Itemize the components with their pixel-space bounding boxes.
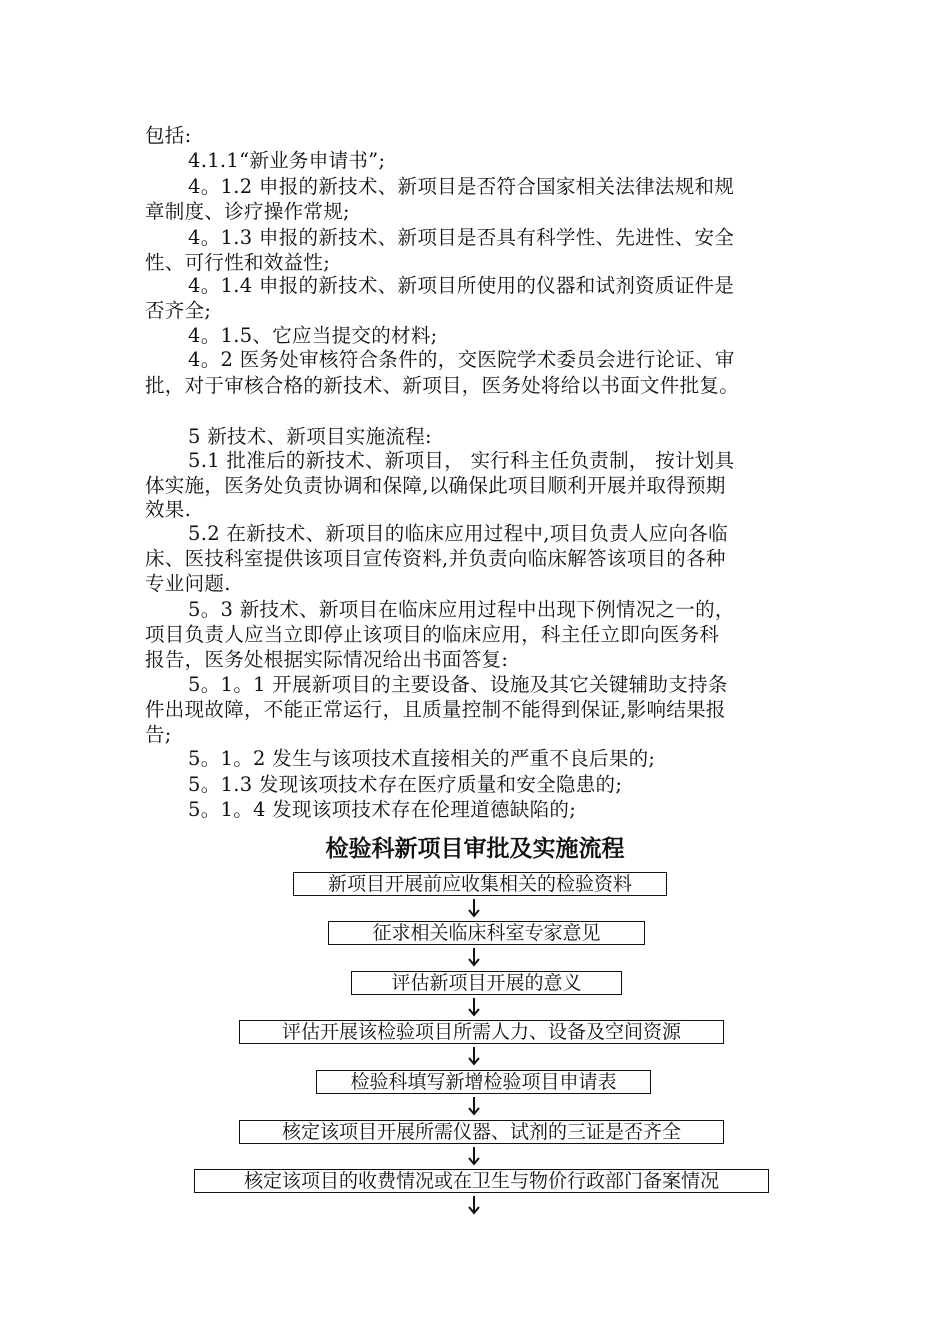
text-line: 报告，医务处根据实际情况给出书面答复:: [145, 648, 509, 671]
text-line: 5。1。2 发生与该项技术直接相关的严重不良后果的;: [188, 747, 656, 770]
text-line: 包括:: [145, 124, 192, 147]
text-line: 5。1.3 发现该项技术存在医疗质量和安全隐患的;: [188, 773, 623, 796]
text-line: 4.1.1“新业务申请书”;: [188, 149, 386, 172]
flow-step-verify-fees: 核定该项目的收费情况或在卫生与物价行政部门备案情况: [194, 1169, 769, 1193]
text-line: 5.1 批准后的新技术、新项目， 实行科主任负责制， 按计划具: [188, 449, 735, 472]
text-line: 床、医技科室提供该项目宣传资料,并负责向临床解答该项目的各种: [145, 547, 726, 570]
text-line: 批，对于审核合格的新技术、新项目，医务处将给以书面文件批复。: [145, 374, 740, 397]
down-arrow-icon: [466, 997, 482, 1017]
down-arrow-icon: [466, 947, 482, 967]
flow-step-fill-application: 检验科填写新增检验项目申请表: [316, 1070, 651, 1094]
flow-step-evaluate-significance: 评估新项目开展的意义: [351, 971, 622, 995]
text-line: 体实施，医务处负责协调和保障,以确保此项目顺利开展并取得预期: [145, 474, 726, 497]
down-arrow-icon: [466, 1195, 482, 1215]
flow-step-verify-certificates: 核定该项目开展所需仪器、试剂的三证是否齐全: [239, 1120, 724, 1144]
text-line: 4。2 医务处审核符合条件的，交医院学术委员会进行论证、审: [188, 348, 735, 371]
text-line: 效果.: [145, 498, 192, 521]
text-line: 5。1。1 开展新项目的主要设备、设施及其它关键辅助支持条: [188, 673, 728, 696]
down-arrow-icon: [466, 1096, 482, 1116]
flow-step-consult-experts: 征求相关临床科室专家意见: [328, 921, 645, 945]
text-line: 专业问题.: [145, 572, 231, 595]
flow-step-collect-materials: 新项目开展前应收集相关的检验资料: [293, 872, 667, 896]
down-arrow-icon: [466, 1046, 482, 1066]
text-line: 5。1。4 发现该项技术存在伦理道德缺陷的;: [188, 798, 577, 821]
text-line: 项目负责人应当立即停止该项目的临床应用，科主任立即向医务科: [145, 623, 720, 646]
text-line: 4。1.5、它应当提交的材料;: [188, 324, 438, 347]
down-arrow-icon: [466, 1146, 482, 1166]
text-line: 5.2 在新技术、新项目的临床应用过程中,项目负责人应向各临: [188, 522, 728, 545]
flowchart-title: 检验科新项目审批及实施流程: [325, 836, 625, 862]
flow-step-evaluate-resources: 评估开展该检验项目所需人力、设备及空间资源: [239, 1020, 724, 1044]
down-arrow-icon: [466, 898, 482, 918]
text-line: 4。1.3 申报的新技术、新项目是否具有科学性、先进性、安全: [188, 226, 735, 249]
text-line: 4。1.4 申报的新技术、新项目所使用的仪器和试剂资质证件是: [188, 274, 735, 297]
text-line: 章制度、诊疗操作常规;: [145, 200, 350, 223]
text-line: 4。1.2 申报的新技术、新项目是否符合国家相关法律法规和规: [188, 175, 735, 198]
section-heading: 5 新技术、新项目实施流程:: [188, 425, 432, 448]
text-line: 否齐全;: [145, 299, 212, 322]
text-line: 5。3 新技术、新项目在临床应用过程中出现下例情况之一的，: [188, 598, 735, 621]
text-line: 告;: [145, 723, 172, 746]
text-line: 件出现故障，不能正常运行，且质量控制不能得到保证,影响结果报: [145, 698, 726, 721]
text-line: 性、可行性和效益性;: [145, 251, 331, 274]
